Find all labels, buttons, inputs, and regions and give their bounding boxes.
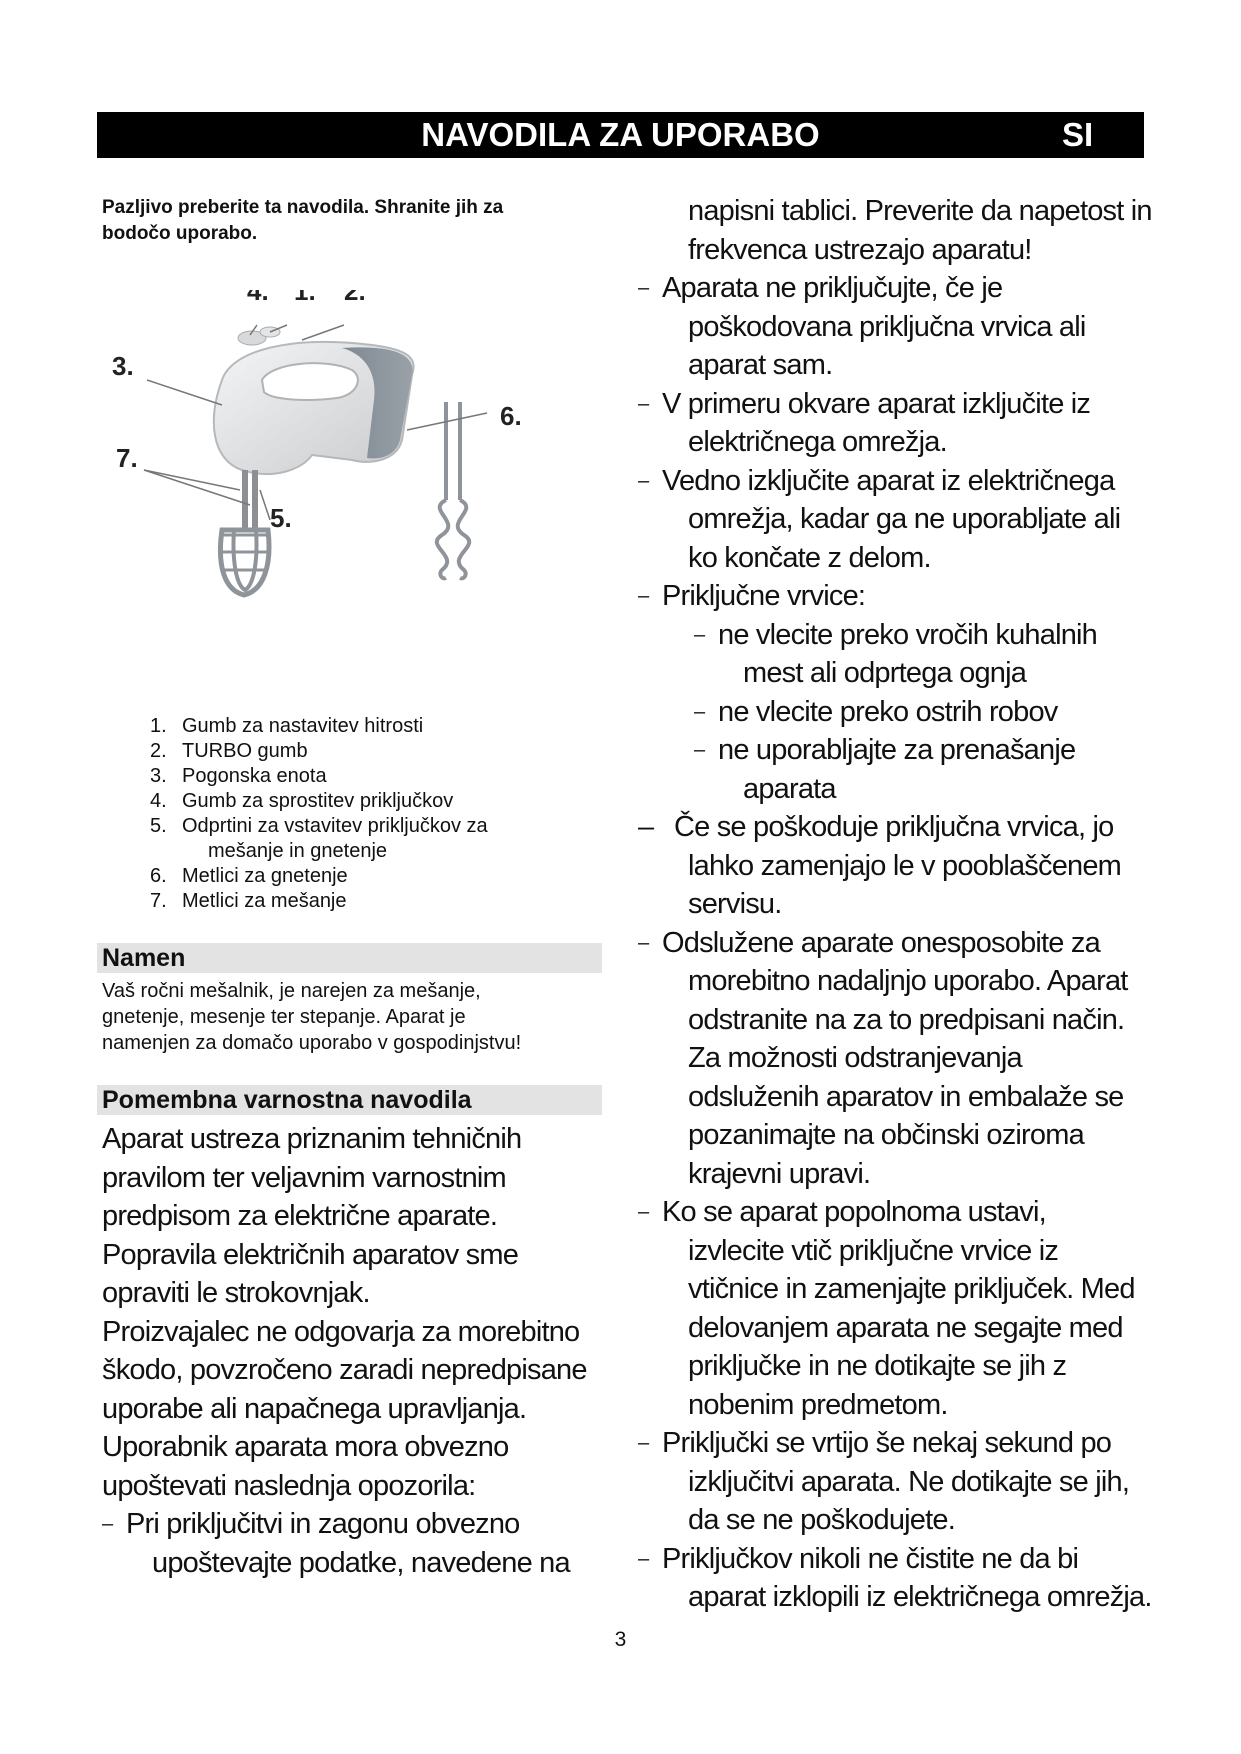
callout-7: 7.	[116, 443, 138, 473]
parts-list-item: 3. Pogonska enota	[150, 765, 327, 787]
warning-item: – Priključkov nikoli ne čistite ne da bi aparat izklopili iz električnega omrežja.	[638, 1542, 1152, 1613]
parts-list	[150, 714, 610, 914]
page-number: 3	[614, 1628, 627, 1651]
safety-heading-band	[97, 1085, 602, 1115]
namen-heading-band	[97, 943, 602, 973]
parts-list-item: 5. Odprtini za vstavitev priključkov za mešanje in gnetenje	[150, 815, 488, 862]
cord-subitem: – ne uporabljajte za prenašanje aparata	[694, 734, 1076, 805]
right-column: napisni tablici. Preverite da napetost in frekvenca ustrezajo aparatu! – Aparata ne priključujte, če je poškodovana priključna vrvica ali aparat sam. – V primeru okvare aparat izključite iz električnega omrežja. – Vedno izključite aparat iz električnega omrežja, kadar ga ne uporabljate ali ko končate z delom. – Priključne vrvice: – ne vlecite preko vročih kuhalnih mest ali odprtega ognja – ne vlecite preko ostrih robov – ne uporabljajte za prenašanje aparata – Če se poškoduje priključna vrvica, jo lahko zamenjajo le v pooblaščenem servisu. – Odslužene aparate onesposobite za morebitno nadaljnjo uporabo. Aparat odstranite na za to predpisani način. Za možnosti odstranjevanja odsluženih aparatov in embalaže se pozanimajte na občinski oziroma krajevni upravi. – Ko se aparat popolnoma ustavi, izvlecite vtič priključne vrvice iz vtičnice in zamenjajte priključek. Med delovanjem aparata ne segajte med priključke in ne dotikajte se jih z nobenim predmetom. – Priključki se vrtijo še nekaj sekund po izključitvi aparata. Ne dotikajte se jih, da se ne poškodujete. – Priključkov nikoli ne čistite ne da bi aparat izklopili iz električnega omrežja.	[638, 192, 1158, 1617]
parts-list-item: 6. Metlici za gnetenje	[150, 865, 348, 887]
parts-list-item: 2. TURBO gumb	[150, 740, 308, 762]
cord-subitem: – ne vlecite preko ostrih robov	[694, 695, 1058, 728]
page-title: NAVODILA ZA UPORABO	[421, 116, 820, 153]
dough-hooks	[437, 402, 469, 578]
warning-item: – Odslužene aparate onesposobite za morebitno nadaljnjo uporabo. Aparat odstranite na za to predpisani način. Za možnosti odstranjevanja odsluženih aparatov in embalaže se pozanimajte na občinski oziroma krajevni upravi.	[638, 926, 1128, 1190]
callout-2: 2.	[344, 290, 366, 306]
whisk	[220, 530, 269, 595]
callout-4: 4.	[247, 290, 269, 306]
callout-5: 5.	[270, 503, 292, 533]
parts-list-item: 1. Gumb za nastavitev hitrosti	[150, 715, 424, 737]
language-code: SI	[1062, 116, 1094, 153]
callout-1: 1.	[294, 290, 316, 306]
safety-list-item: – Pri priključitvi in zagonu obvezno upoštevajte podatke, navedene na	[102, 1508, 570, 1579]
parts-list-item: 7. Metlici za mešanje	[150, 890, 347, 912]
warning-item: – Vedno izključite aparat iz električnega omrežja, kadar ga ne uporabljate ali ko končate z delom.	[638, 464, 1121, 574]
namen-heading: Namen	[102, 944, 186, 972]
safety-heading: Pomembna varnostna navodila	[102, 1086, 472, 1114]
mixer-drawing	[112, 290, 582, 710]
callout-6: 6.	[500, 401, 522, 431]
parts-list-item: 4. Gumb za sprostitev priključkov	[150, 790, 454, 812]
intro-text: Pazljivo preberite ta navodila. Shranite jih za bodočo uporabo.	[102, 197, 504, 244]
header-bar	[97, 112, 1144, 158]
left-column	[102, 195, 602, 247]
warning-item: – Priključne vrvice:	[638, 580, 866, 612]
warning-item: – Priključki se vrtijo še nekaj sekund po izključitvi aparata. Ne dotikajte se jih, da se ne poškodujete.	[638, 1427, 1130, 1536]
callout-3: 3.	[112, 351, 134, 381]
warning-item: – Aparata ne priključujte, če je poškodovana priključna vrvica ali aparat sam.	[638, 272, 1086, 381]
mixer-illustration	[112, 290, 582, 710]
namen-paragraph: Vaš ročni mešalnik, je narejen za mešanje, gnetenje, mesenje ter stepanje. Aparat je namenjen za domačo uporabo v gospodinjstvu!	[102, 980, 522, 1054]
safety-paragraph: Aparat ustreza priznanim tehničnih pravilom ter veljavnim varnostnim predpisom za električne aparate. Popravila električnih aparatov sme opraviti le strokovnjak. Proizvajalec ne odgovarja za morebitno škodo, povzročeno zaradi nepredpisane uporabe ali napačnega upravljanja. Uporabnik aparata mora obvezno upoštevati naslednja opozorila: – Pri priključitvi in zagonu obvezno upoštevajte podatke, navedene na	[102, 1120, 607, 1582]
warning-item: – Ko se aparat popolnoma ustavi, izvlecite vtič priključne vrvice iz vtičnice in zamenjajte priključek. Med delovanjem aparata ne segajte med priključke in ne dotikajte se jih z nobenim predmetom.	[638, 1196, 1135, 1421]
warning-item: – Če se poškoduje priključna vrvica, jo lahko zamenjajo le v pooblaščenem servisu.	[638, 811, 1122, 920]
handle-opening	[262, 363, 358, 400]
warning-item: – V primeru okvare aparat izključite iz električnega omrežja.	[638, 387, 1091, 458]
cord-subitem: – ne vlecite preko vročih kuhalnih mest ali odprtega ognja	[694, 618, 1098, 689]
